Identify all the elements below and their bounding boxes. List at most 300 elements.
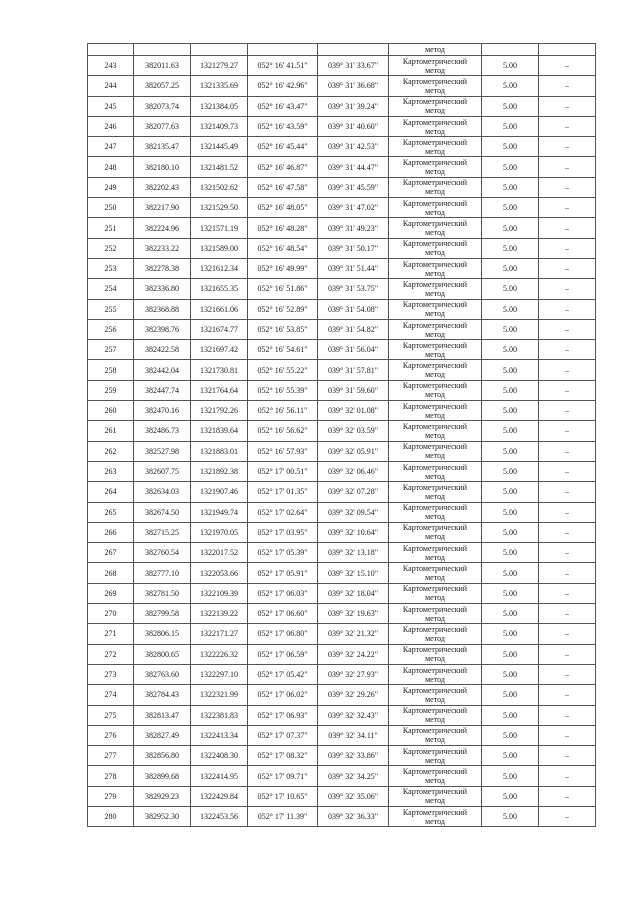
method-line2: метод bbox=[425, 776, 445, 786]
cell-method bbox=[389, 766, 482, 786]
method-line1: Картометрический bbox=[402, 198, 468, 208]
cell-accuracy: 5.00 bbox=[482, 583, 539, 603]
method-line1: Картометрический bbox=[402, 219, 468, 229]
method-line1: Картометрический bbox=[402, 56, 468, 66]
cell-y: 1322297.10 bbox=[191, 664, 248, 684]
cell-y: 1321589.00 bbox=[191, 238, 248, 258]
cell-x: 382763.60 bbox=[134, 664, 191, 684]
cell-method bbox=[389, 279, 482, 299]
cell-method bbox=[389, 380, 482, 400]
cell-point-number: 265 bbox=[88, 502, 134, 522]
method-line1: Картометрический bbox=[402, 361, 468, 371]
table-row bbox=[88, 685, 596, 705]
method-line1: Картометрический bbox=[402, 279, 468, 289]
table-row bbox=[88, 401, 596, 421]
cell-longitude: 039° 32' 29.26" bbox=[318, 685, 389, 705]
cell-y: 1321892.38 bbox=[191, 461, 248, 481]
table-row bbox=[88, 218, 596, 238]
cell-point-number: 244 bbox=[88, 76, 134, 96]
cell-latitude: 052° 17' 02.64" bbox=[248, 502, 318, 522]
cell-accuracy: 5.00 bbox=[482, 137, 539, 157]
cell-latitude: 052° 16' 53.85" bbox=[248, 319, 318, 339]
cell-latitude: 052° 17' 06.80" bbox=[248, 624, 318, 644]
cell-note: – bbox=[539, 177, 596, 197]
cell-point-number: 277 bbox=[88, 746, 134, 766]
table-row bbox=[88, 279, 596, 299]
method-line2: метод bbox=[425, 715, 445, 725]
cell-accuracy: 5.00 bbox=[482, 604, 539, 624]
cell-point-number: 267 bbox=[88, 543, 134, 563]
cell-latitude: 052° 17' 08.32" bbox=[248, 746, 318, 766]
cell-method bbox=[389, 238, 482, 258]
method-line2: метод bbox=[425, 491, 445, 501]
cell-x: 382011.63 bbox=[134, 56, 191, 76]
cell-note: – bbox=[539, 360, 596, 380]
cell-y: 1321529.50 bbox=[191, 198, 248, 218]
cell-accuracy: 5.00 bbox=[482, 177, 539, 197]
table-row bbox=[88, 664, 596, 684]
cell-longitude: 039° 32' 07.28" bbox=[318, 482, 389, 502]
cell-longitude: 039° 32' 24.22" bbox=[318, 644, 389, 664]
cell-point-number: 247 bbox=[88, 137, 134, 157]
cell-y: 1321279.27 bbox=[191, 56, 248, 76]
cell-note: – bbox=[539, 137, 596, 157]
cell-method bbox=[389, 502, 482, 522]
cell-accuracy: 5.00 bbox=[482, 441, 539, 461]
cell-point-number: 262 bbox=[88, 441, 134, 461]
cell-point-number: 249 bbox=[88, 177, 134, 197]
cell-y: 1321970.05 bbox=[191, 522, 248, 542]
cell-note: – bbox=[539, 279, 596, 299]
cell-latitude: 052° 16' 57.93" bbox=[248, 441, 318, 461]
cell-x: 382952.30 bbox=[134, 806, 191, 826]
cell-accuracy: 5.00 bbox=[482, 461, 539, 481]
cell-latitude: 052° 17' 06.60" bbox=[248, 604, 318, 624]
cell-point-number: 278 bbox=[88, 766, 134, 786]
cell-x: 382856.80 bbox=[134, 746, 191, 766]
cell-method bbox=[389, 482, 482, 502]
cell-x: 382799.58 bbox=[134, 604, 191, 624]
cell-y: 1322453.56 bbox=[191, 806, 248, 826]
cell-longitude: 039° 31' 36.68" bbox=[318, 76, 389, 96]
method-line2: метод bbox=[425, 288, 445, 298]
table-row bbox=[88, 461, 596, 481]
cell-method bbox=[389, 806, 482, 826]
method-line1: Картометрический bbox=[402, 787, 468, 797]
cell-method bbox=[389, 96, 482, 116]
cell-point-number: 268 bbox=[88, 563, 134, 583]
cell-method bbox=[389, 644, 482, 664]
cell-x: 382715.25 bbox=[134, 522, 191, 542]
cell-accuracy: 5.00 bbox=[482, 380, 539, 400]
cell-y: 1321674.77 bbox=[191, 319, 248, 339]
cell-method bbox=[389, 441, 482, 461]
cell-x: 382777.10 bbox=[134, 563, 191, 583]
cell-latitude: 052° 17' 10.65" bbox=[248, 786, 318, 806]
method-line2: метод bbox=[425, 430, 445, 440]
cell-point-number: 260 bbox=[88, 401, 134, 421]
cell-note: – bbox=[539, 725, 596, 745]
cell-note: – bbox=[539, 116, 596, 136]
cell-longitude: 039° 31' 45.59" bbox=[318, 177, 389, 197]
cell-latitude: 052° 16' 42.96" bbox=[248, 76, 318, 96]
cell-longitude: 039° 31' 42.53" bbox=[318, 137, 389, 157]
table-row bbox=[88, 137, 596, 157]
method-line2: метод bbox=[425, 451, 445, 461]
cell-method bbox=[389, 522, 482, 542]
cell-y: 1322429.84 bbox=[191, 786, 248, 806]
cell-latitude: 052° 16' 56.62" bbox=[248, 421, 318, 441]
cell-method bbox=[389, 198, 482, 218]
cell-x: 382486.73 bbox=[134, 421, 191, 441]
cell-x: 382800.65 bbox=[134, 644, 191, 664]
cell-latitude: 052° 17' 05.39" bbox=[248, 543, 318, 563]
cell-x: 382781.50 bbox=[134, 583, 191, 603]
cell-method bbox=[389, 218, 482, 238]
cell-longitude: 039° 31' 59.60" bbox=[318, 380, 389, 400]
cell-note: – bbox=[539, 76, 596, 96]
cell-accuracy: 5.00 bbox=[482, 340, 539, 360]
table-row bbox=[88, 746, 596, 766]
cell-accuracy: 5.00 bbox=[482, 279, 539, 299]
method-line1: Картометрический bbox=[402, 584, 468, 594]
cell-longitude: 039° 32' 19.63" bbox=[318, 604, 389, 624]
cell-empty bbox=[248, 44, 318, 56]
method-line2: метод bbox=[425, 633, 445, 643]
cell-longitude: 039° 31' 47.02" bbox=[318, 198, 389, 218]
cell-longitude: 039° 31' 53.75" bbox=[318, 279, 389, 299]
method-line2: метод bbox=[425, 410, 445, 420]
cell-y: 1321730.81 bbox=[191, 360, 248, 380]
cell-note: – bbox=[539, 401, 596, 421]
cell-y: 1321409.73 bbox=[191, 116, 248, 136]
method-line1: Картометрический bbox=[402, 624, 468, 634]
cell-accuracy: 5.00 bbox=[482, 157, 539, 177]
cell-latitude: 052° 17' 06.93" bbox=[248, 705, 318, 725]
cell-point-number: 280 bbox=[88, 806, 134, 826]
table-row bbox=[88, 522, 596, 542]
method-line1: Картометрический bbox=[402, 381, 468, 391]
method-line2: метод bbox=[425, 146, 445, 156]
table-row bbox=[88, 543, 596, 563]
cell-note: – bbox=[539, 380, 596, 400]
method-line2: метод bbox=[425, 349, 445, 359]
cell-latitude: 052° 16' 54.61" bbox=[248, 340, 318, 360]
cell-latitude: 052° 16' 46.87" bbox=[248, 157, 318, 177]
cell-longitude: 039° 32' 34.25" bbox=[318, 766, 389, 786]
cell-x: 382760.54 bbox=[134, 543, 191, 563]
cell-accuracy: 5.00 bbox=[482, 421, 539, 441]
table-row bbox=[88, 258, 596, 278]
cell-method bbox=[389, 664, 482, 684]
cell-note: – bbox=[539, 786, 596, 806]
method-line2: метод bbox=[425, 329, 445, 339]
cell-latitude: 052° 16' 48.28" bbox=[248, 218, 318, 238]
method-line1: Картометрический bbox=[402, 401, 468, 411]
cell-accuracy: 5.00 bbox=[482, 401, 539, 421]
method-line2: метод bbox=[425, 248, 445, 258]
table-row-continuation bbox=[88, 44, 596, 56]
cell-latitude: 052° 17' 09.71" bbox=[248, 766, 318, 786]
cell-method bbox=[389, 157, 482, 177]
cell-longitude: 039° 32' 13.18" bbox=[318, 543, 389, 563]
cell-accuracy: 5.00 bbox=[482, 502, 539, 522]
cell-y: 1321481.52 bbox=[191, 157, 248, 177]
cell-accuracy: 5.00 bbox=[482, 624, 539, 644]
cell-longitude: 039° 32' 05.91" bbox=[318, 441, 389, 461]
table-row bbox=[88, 604, 596, 624]
cell-x: 382135.47 bbox=[134, 137, 191, 157]
cell-x: 382278.38 bbox=[134, 258, 191, 278]
cell-accuracy: 5.00 bbox=[482, 725, 539, 745]
cell-latitude: 052° 16' 55.22" bbox=[248, 360, 318, 380]
method-line2: метод bbox=[425, 85, 445, 95]
cell-accuracy: 5.00 bbox=[482, 360, 539, 380]
cell-accuracy: 5.00 bbox=[482, 76, 539, 96]
cell-method bbox=[389, 583, 482, 603]
cell-longitude: 039° 32' 15.10" bbox=[318, 563, 389, 583]
cell-empty bbox=[318, 44, 389, 56]
method-line1: Картометрический bbox=[402, 76, 468, 86]
cell-note: – bbox=[539, 258, 596, 278]
cell-accuracy: 5.00 bbox=[482, 522, 539, 542]
cell-longitude: 039° 32' 32.43" bbox=[318, 705, 389, 725]
cell-method bbox=[389, 685, 482, 705]
cell-note: – bbox=[539, 441, 596, 461]
cell-y: 1321839.64 bbox=[191, 421, 248, 441]
table-row bbox=[88, 705, 596, 725]
cell-point-number: 279 bbox=[88, 786, 134, 806]
method-line2: метод bbox=[425, 309, 445, 319]
method-line1: Картометрический bbox=[402, 158, 468, 168]
cell-x: 382806.15 bbox=[134, 624, 191, 644]
cell-x: 382180.10 bbox=[134, 157, 191, 177]
method-line2: метод bbox=[425, 471, 445, 481]
method-line1: Картометрический bbox=[402, 117, 468, 127]
cell-latitude: 052° 16' 56.11" bbox=[248, 401, 318, 421]
method-line1: Картометрический bbox=[402, 645, 468, 655]
cell-y: 1322381.83 bbox=[191, 705, 248, 725]
cell-point-number: 258 bbox=[88, 360, 134, 380]
cell-point-number: 253 bbox=[88, 258, 134, 278]
method-line1: Картометрический bbox=[402, 482, 468, 492]
cell-method bbox=[389, 746, 482, 766]
cell-x: 382827.49 bbox=[134, 725, 191, 745]
method-line2: метод bbox=[425, 106, 445, 116]
method-line2: метод bbox=[425, 694, 445, 704]
cell-note: – bbox=[539, 563, 596, 583]
cell-point-number: 252 bbox=[88, 238, 134, 258]
cell-longitude: 039° 32' 27.93" bbox=[318, 664, 389, 684]
cell-x: 382527.98 bbox=[134, 441, 191, 461]
cell-y: 1321655.35 bbox=[191, 279, 248, 299]
table-row bbox=[88, 299, 596, 319]
cell-note: – bbox=[539, 238, 596, 258]
cell-longitude: 039° 31' 54.82" bbox=[318, 319, 389, 339]
cell-note: – bbox=[539, 543, 596, 563]
cell-accuracy: 5.00 bbox=[482, 806, 539, 826]
cell-x: 382442.04 bbox=[134, 360, 191, 380]
method-line1: Картометрический bbox=[402, 421, 468, 431]
cell-x: 382217.90 bbox=[134, 198, 191, 218]
cell-latitude: 052° 16' 43.59" bbox=[248, 116, 318, 136]
table-row bbox=[88, 177, 596, 197]
cell-y: 1322017.52 bbox=[191, 543, 248, 563]
cell-note: – bbox=[539, 56, 596, 76]
cell-latitude: 052° 16' 51.86" bbox=[248, 279, 318, 299]
cell-note: – bbox=[539, 644, 596, 664]
cell-latitude: 052° 16' 49.99" bbox=[248, 258, 318, 278]
cell-accuracy: 5.00 bbox=[482, 218, 539, 238]
cell-note: – bbox=[539, 705, 596, 725]
cell-accuracy: 5.00 bbox=[482, 705, 539, 725]
cell-y: 1321384.05 bbox=[191, 96, 248, 116]
method-line1: Картометрический bbox=[402, 726, 468, 736]
method-line1: Картометрический bbox=[402, 665, 468, 675]
cell-method bbox=[389, 319, 482, 339]
cell-x: 382422.58 bbox=[134, 340, 191, 360]
cell-accuracy: 5.00 bbox=[482, 482, 539, 502]
method-line2: метод bbox=[425, 654, 445, 664]
cell-accuracy: 5.00 bbox=[482, 664, 539, 684]
cell-y: 1322139.22 bbox=[191, 604, 248, 624]
table-row bbox=[88, 644, 596, 664]
cell-note: – bbox=[539, 157, 596, 177]
cell-x: 382929.23 bbox=[134, 786, 191, 806]
cell-y: 1321571.19 bbox=[191, 218, 248, 238]
table-row bbox=[88, 360, 596, 380]
cell-method bbox=[389, 624, 482, 644]
table-row bbox=[88, 441, 596, 461]
cell-x: 382447.74 bbox=[134, 380, 191, 400]
table-row bbox=[88, 502, 596, 522]
cell-accuracy: 5.00 bbox=[482, 258, 539, 278]
method-line2: метод bbox=[425, 228, 445, 238]
cell-latitude: 052° 17' 06.03" bbox=[248, 583, 318, 603]
table-row bbox=[88, 380, 596, 400]
cell-point-number: 273 bbox=[88, 664, 134, 684]
cell-latitude: 052° 16' 47.58" bbox=[248, 177, 318, 197]
cell-point-number: 271 bbox=[88, 624, 134, 644]
cell-longitude: 039° 32' 36.33" bbox=[318, 806, 389, 826]
method-line2: метод bbox=[425, 816, 445, 826]
cell-x: 382077.63 bbox=[134, 116, 191, 136]
table-row bbox=[88, 806, 596, 826]
cell-method-fragment: метод bbox=[389, 44, 482, 56]
cell-accuracy: 5.00 bbox=[482, 238, 539, 258]
method-line2: метод bbox=[425, 512, 445, 522]
cell-x: 382057.25 bbox=[134, 76, 191, 96]
cell-x: 382634.03 bbox=[134, 482, 191, 502]
cell-point-number: 270 bbox=[88, 604, 134, 624]
cell-method bbox=[389, 56, 482, 76]
cell-point-number: 266 bbox=[88, 522, 134, 542]
cell-accuracy: 5.00 bbox=[482, 116, 539, 136]
cell-x: 382368.88 bbox=[134, 299, 191, 319]
cell-accuracy: 5.00 bbox=[482, 543, 539, 563]
method-line1: Картометрический bbox=[402, 746, 468, 756]
cell-x: 382899.68 bbox=[134, 766, 191, 786]
cell-empty bbox=[539, 44, 596, 56]
cell-longitude: 039° 32' 35.06" bbox=[318, 786, 389, 806]
method-line1: Картометрический bbox=[402, 97, 468, 107]
cell-longitude: 039° 31' 33.67" bbox=[318, 56, 389, 76]
method-line1: Картометрический bbox=[402, 503, 468, 513]
cell-note: – bbox=[539, 746, 596, 766]
cell-x: 382607.75 bbox=[134, 461, 191, 481]
cell-latitude: 052° 17' 06.02" bbox=[248, 685, 318, 705]
method-line1: Картометрический bbox=[402, 239, 468, 249]
method-line1: Картометрический bbox=[402, 706, 468, 716]
cell-method bbox=[389, 401, 482, 421]
cell-method bbox=[389, 76, 482, 96]
cell-longitude: 039° 32' 33.86" bbox=[318, 746, 389, 766]
cell-note: – bbox=[539, 461, 596, 481]
cell-y: 1321612.34 bbox=[191, 258, 248, 278]
table-row bbox=[88, 116, 596, 136]
cell-point-number: 243 bbox=[88, 56, 134, 76]
cell-latitude: 052° 16' 48.05" bbox=[248, 198, 318, 218]
cell-latitude: 052° 16' 43.47" bbox=[248, 96, 318, 116]
method-line2: метод bbox=[425, 593, 445, 603]
cell-latitude: 052° 17' 01.35" bbox=[248, 482, 318, 502]
cell-point-number: 257 bbox=[88, 340, 134, 360]
cell-y: 1321445.49 bbox=[191, 137, 248, 157]
cell-accuracy: 5.00 bbox=[482, 685, 539, 705]
method-line2: метод bbox=[425, 167, 445, 177]
cell-method bbox=[389, 786, 482, 806]
cell-y: 1322414.95 bbox=[191, 766, 248, 786]
cell-y: 1321792.26 bbox=[191, 401, 248, 421]
method-line1: Картометрический bbox=[402, 137, 468, 147]
cell-method bbox=[389, 421, 482, 441]
cell-accuracy: 5.00 bbox=[482, 766, 539, 786]
cell-method bbox=[389, 461, 482, 481]
cell-accuracy: 5.00 bbox=[482, 96, 539, 116]
cell-longitude: 039° 32' 10.64" bbox=[318, 522, 389, 542]
table-row bbox=[88, 583, 596, 603]
cell-note: – bbox=[539, 624, 596, 644]
method-line2: метод bbox=[425, 552, 445, 562]
cell-latitude: 052° 16' 45.44" bbox=[248, 137, 318, 157]
cell-x: 382202.43 bbox=[134, 177, 191, 197]
cell-longitude: 039° 31' 50.17" bbox=[318, 238, 389, 258]
cell-y: 1321697.42 bbox=[191, 340, 248, 360]
cell-note: – bbox=[539, 766, 596, 786]
cell-longitude: 039° 32' 01.08" bbox=[318, 401, 389, 421]
cell-latitude: 052° 17' 07.37" bbox=[248, 725, 318, 745]
cell-note: – bbox=[539, 218, 596, 238]
method-line1: Картометрический bbox=[402, 442, 468, 452]
method-line2: метод bbox=[425, 370, 445, 380]
table-row bbox=[88, 198, 596, 218]
cell-latitude: 052° 16' 41.51" bbox=[248, 56, 318, 76]
cell-method bbox=[389, 116, 482, 136]
cell-note: – bbox=[539, 806, 596, 826]
cell-latitude: 052° 17' 03.95" bbox=[248, 522, 318, 542]
cell-point-number: 269 bbox=[88, 583, 134, 603]
cell-x: 382233.22 bbox=[134, 238, 191, 258]
cell-point-number: 245 bbox=[88, 96, 134, 116]
cell-note: – bbox=[539, 502, 596, 522]
cell-point-number: 255 bbox=[88, 299, 134, 319]
cell-point-number: 250 bbox=[88, 198, 134, 218]
method-line2: метод bbox=[425, 796, 445, 806]
cell-method bbox=[389, 177, 482, 197]
cell-y: 1322053.66 bbox=[191, 563, 248, 583]
cell-note: – bbox=[539, 604, 596, 624]
cell-point-number: 272 bbox=[88, 644, 134, 664]
